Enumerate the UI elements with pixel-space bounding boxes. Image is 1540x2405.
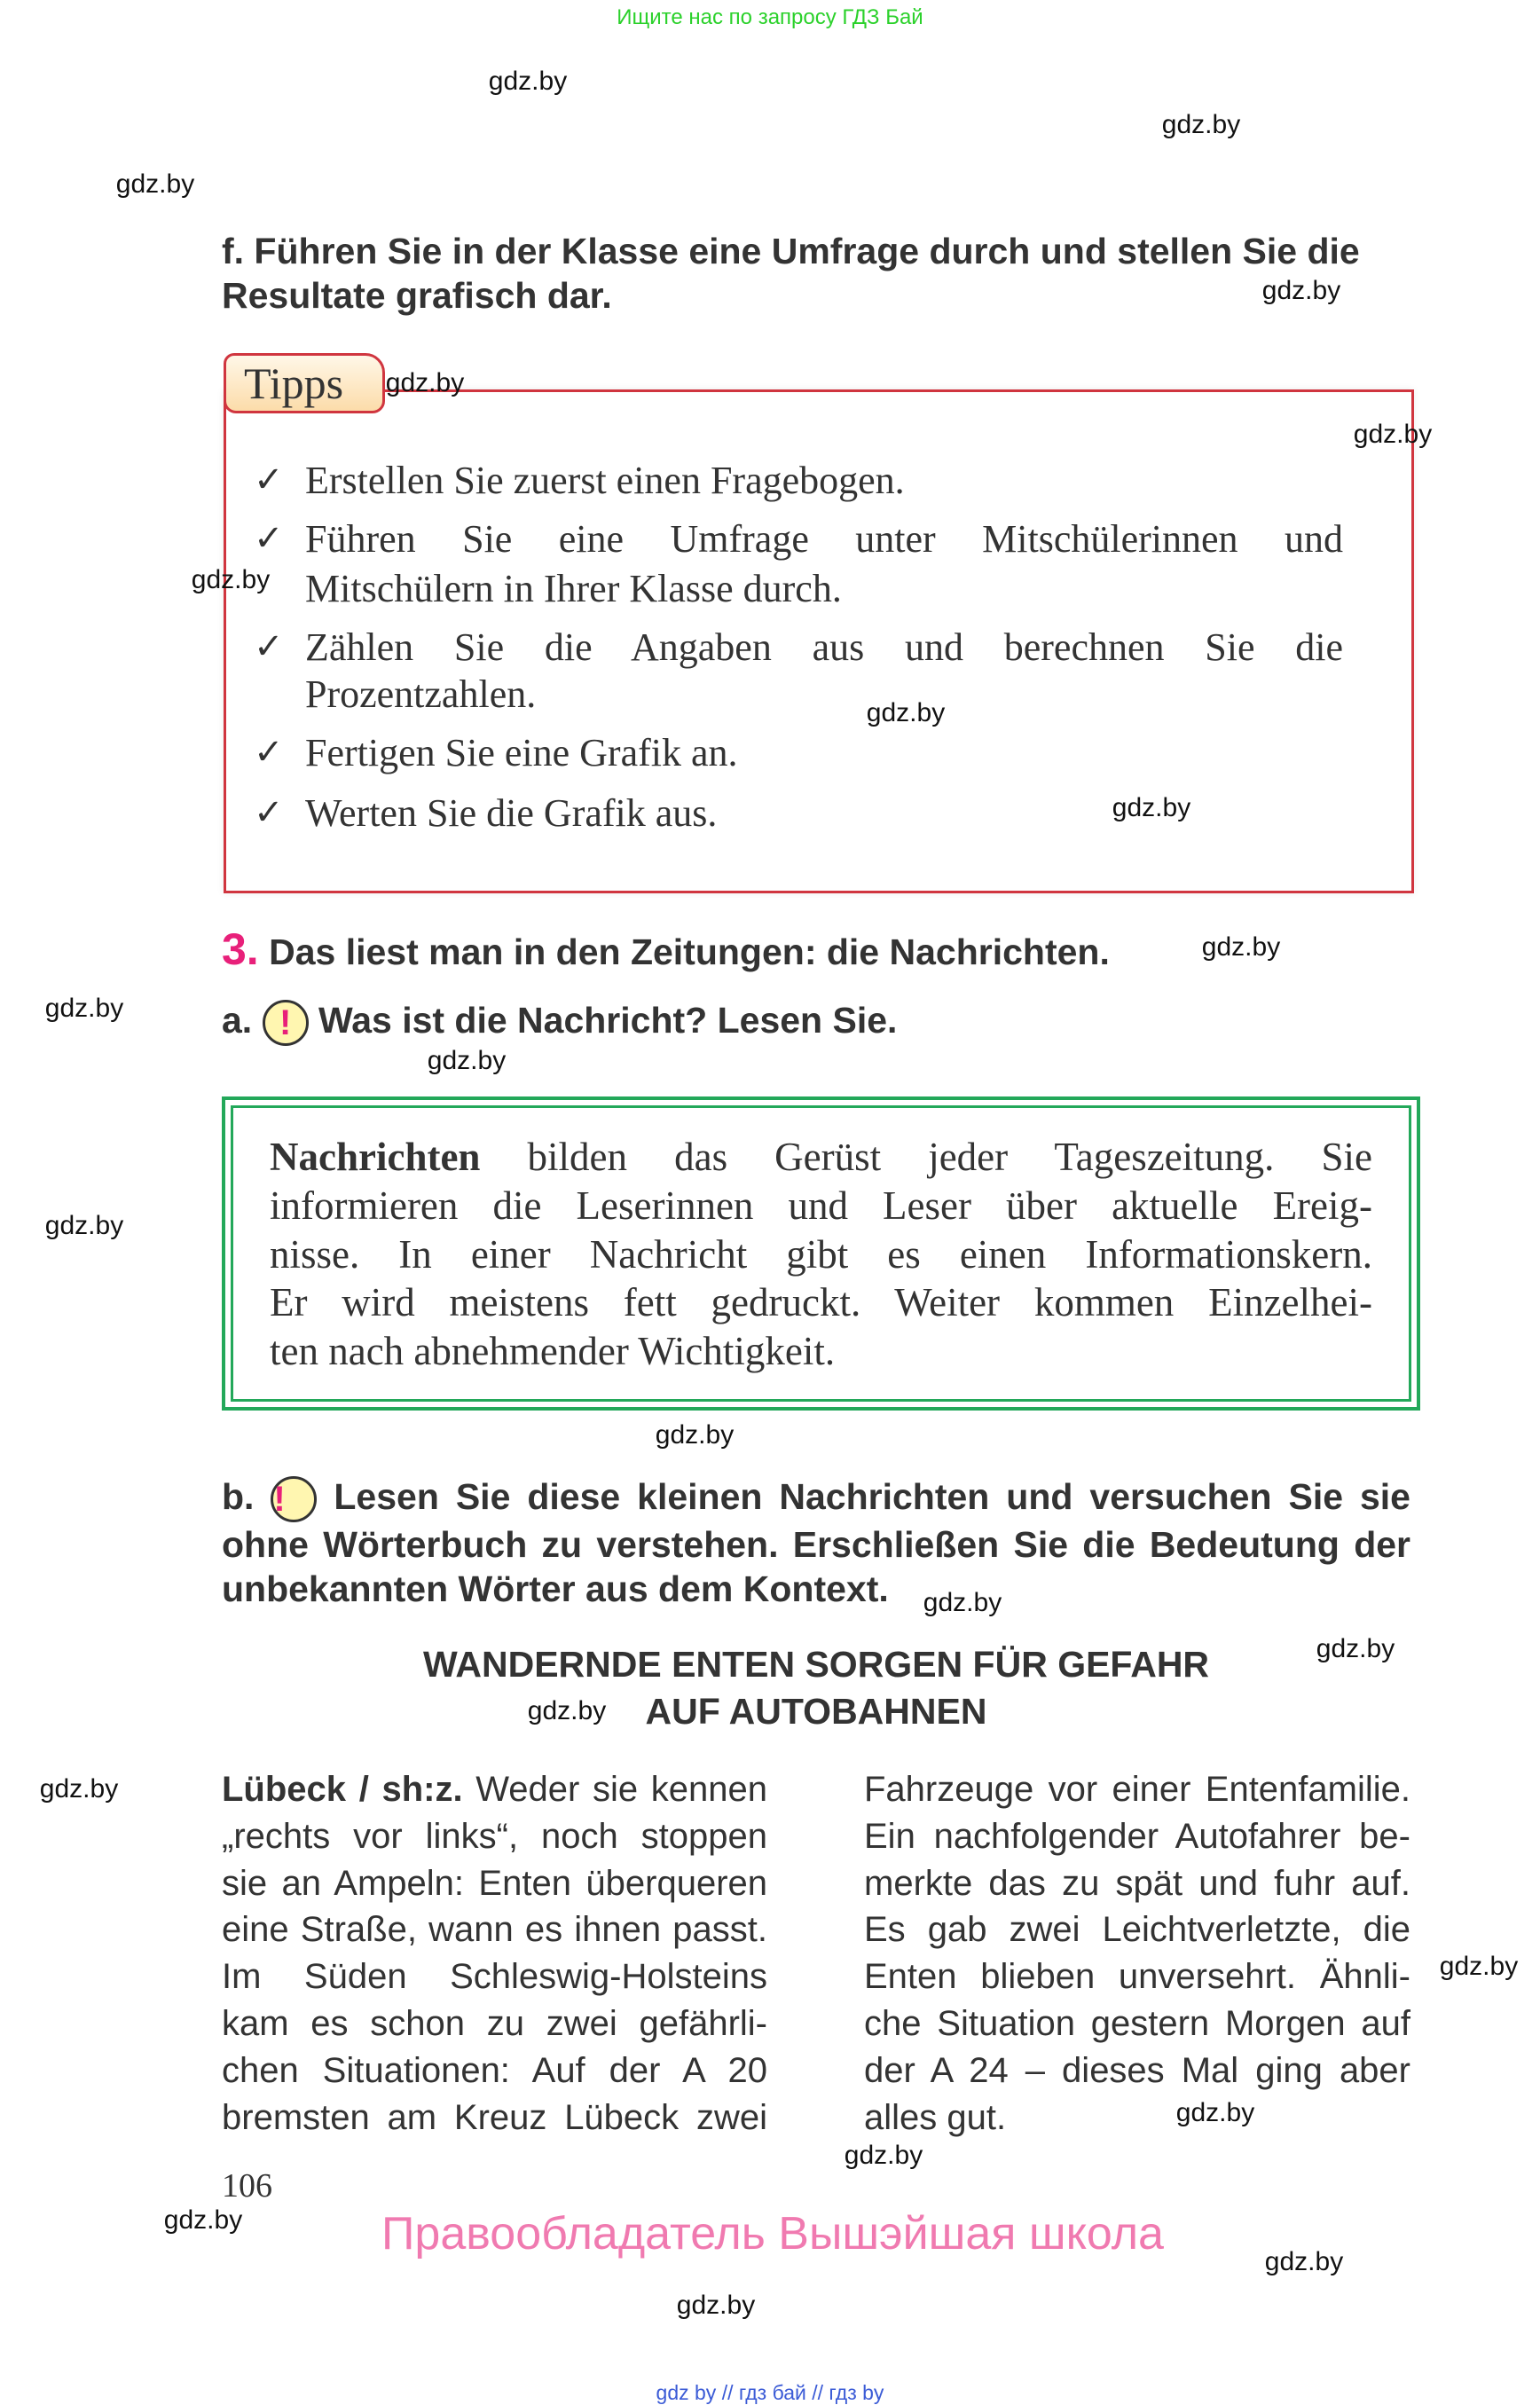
watermark: gdz.by	[488, 67, 568, 96]
task-a-text: Was ist die Nachricht? Lesen Sie.	[318, 1000, 898, 1041]
tip-item: Fertigen Sie eine Grafik an.	[305, 731, 738, 774]
article-text: Weder sie kennen	[462, 1770, 767, 1809]
task-f-line: Resultate grafisch dar.	[222, 275, 612, 316]
rights-notice: Правообладатель Вышэйшая школа	[381, 2208, 1164, 2260]
task-b-line: Lesen Sie diese kleinen Nachrichten und versuchen Sie sie	[334, 1476, 1410, 1517]
info-keyword: Nachrichten	[270, 1135, 481, 1179]
tip-item: Führen Sie eine Umfrage unter Mitschülerinnen und	[305, 517, 1343, 561]
watermark: gdz.by	[115, 169, 195, 199]
page-number: 106	[222, 2167, 272, 2205]
exercise-number: 3.	[222, 924, 259, 974]
article-right-line: Ein nachfolgender Autofahrer be-	[864, 1816, 1410, 1856]
watermark: gdz.by	[163, 2205, 243, 2235]
watermark: gdz.by	[527, 1696, 607, 1725]
tip-item: Mitschülern in Ihrer Klasse durch.	[305, 567, 842, 610]
watermark: gdz.by	[1264, 2247, 1344, 2276]
tip-item: Prozentzahlen.	[305, 672, 537, 716]
watermark: gdz.by	[427, 1046, 507, 1075]
watermark: gdz.by	[1161, 110, 1241, 139]
task-b-line: unbekannten Wörter aus dem Kontext.	[222, 1568, 889, 1610]
watermark: gdz.by	[1261, 276, 1341, 305]
article-headline-2: AUF AUTOBAHNEN	[645, 1691, 987, 1732]
article-right-line: Enten blieben unversehrt. Ähnli-	[864, 1957, 1410, 1997]
watermark: gdz.by	[44, 1211, 124, 1240]
attention-icon: !	[263, 1000, 309, 1046]
info-line	[270, 1231, 1372, 1277]
info-line-text: nisse. In einer Nachricht gibt es einen Informationskern.	[270, 1232, 1372, 1277]
task-a	[222, 998, 897, 1046]
task-b	[222, 1474, 1410, 1611]
tip-item: Erstellen Sie zuerst einen Fragebogen.	[305, 459, 905, 502]
exercise-title: Das liest man in den Zeitungen: die Nachrichten.	[269, 931, 1110, 972]
watermark: gdz.by	[655, 1420, 735, 1450]
article-left-line	[222, 1957, 767, 1997]
article-right-line: Es gab zwei Leichtverletzte, die	[864, 1910, 1410, 1950]
attention-icon: !	[271, 1476, 317, 1522]
article-text: sie an Ampeln: Enten überqueren	[222, 1863, 767, 1903]
watermark: gdz.by	[923, 1588, 1002, 1617]
watermark: gdz.by	[866, 698, 946, 727]
article-text: eine Straße, wann es ihnen passt.	[222, 1910, 767, 1950]
watermark: gdz.by	[676, 2291, 756, 2320]
info-line	[270, 1328, 835, 1374]
task-f-line: f. Führen Sie in der Klasse eine Umfrage durch und stellen Sie die	[222, 231, 1360, 271]
checkmark-icon: ✓	[254, 460, 284, 499]
search-hint-banner[interactable]: Ищите нас по запросу ГДЗ Бай	[617, 5, 923, 29]
watermark: gdz.by	[39, 1774, 119, 1804]
article-text: bremsten am Kreuz Lübeck zwei	[222, 2097, 767, 2137]
watermark: gdz.by	[1316, 1634, 1395, 1663]
checkmark-icon: ✓	[254, 733, 284, 772]
checkmark-icon: ✓	[254, 793, 284, 832]
task-a-label: a.	[222, 1000, 253, 1041]
watermark: gdz.by	[1175, 2098, 1255, 2127]
info-line-text: ten nach abnehmender Wichtigkeit.	[270, 1329, 836, 1373]
watermark: gdz.by	[1112, 793, 1191, 822]
info-line-text: informieren die Leserinnen und Leser über aktuelle Ereig-	[270, 1183, 1372, 1228]
article-right-line: Fahrzeuge vor einer Entenfamilie.	[864, 1770, 1410, 1809]
article-right-line: che Situation gestern Morgen auf	[864, 2004, 1410, 2043]
info-line	[270, 1134, 1372, 1180]
info-line	[270, 1183, 1372, 1229]
tip-item: Werten Sie die Grafik aus.	[305, 791, 718, 835]
article-left-line	[222, 2098, 767, 2138]
checkmark-icon: ✓	[254, 519, 284, 558]
article-left-line	[222, 1770, 767, 1810]
article-right-line: alles gut.	[864, 2097, 1007, 2137]
bottom-links[interactable]: gdz by // гдз бай // гдз by	[656, 2381, 884, 2404]
info-line-text: bilden das Gerüst jeder Tageszeitung. Sie	[480, 1135, 1372, 1179]
tip-item: Zählen Sie die Angaben aus und berechnen Sie die	[305, 625, 1343, 669]
info-line	[270, 1279, 1372, 1325]
article-left-line	[222, 1910, 767, 1950]
watermark: gdz.by	[1353, 420, 1433, 449]
article-left-line	[222, 1864, 767, 1904]
checkmark-icon: ✓	[254, 627, 284, 666]
task-b-label: b.	[222, 1476, 255, 1517]
article-left-line	[222, 1817, 767, 1857]
watermark: gdz.by	[844, 2141, 923, 2170]
article-headline-1: WANDERNDE ENTEN SORGEN FÜR GEFAHR	[422, 1644, 1210, 1685]
article-right-line: merkte das zu spät und fuhr auf.	[864, 1863, 1410, 1903]
task-f	[222, 229, 1360, 318]
tips-tab	[224, 353, 385, 413]
watermark: gdz.by	[44, 994, 124, 1023]
watermark: gdz.by	[191, 565, 271, 594]
article-dateline: Lübeck / sh:z.	[222, 1770, 463, 1809]
article-text: Im Süden Schleswig-Holsteins	[222, 1957, 767, 1997]
exercise-3-heading	[222, 924, 1110, 974]
article-right-line: der A 24 – dieses Mal ging aber	[864, 2050, 1410, 2090]
article-text: kam es schon zu zwei gefährli-	[222, 2004, 767, 2043]
watermark: gdz.by	[1201, 932, 1281, 962]
tips-title: Tipps	[244, 358, 344, 408]
article-left-line	[222, 2004, 767, 2044]
article-text: chen Situationen: Auf der A 20	[222, 2050, 767, 2090]
article-left-line	[222, 2051, 767, 2091]
info-line-text: Er wird meistens fett gedruckt. Weiter kommen Einzelhei-	[270, 1280, 1372, 1324]
article-text: „rechts vor links“, noch stoppen	[222, 1816, 767, 1856]
watermark: gdz.by	[1439, 1952, 1519, 1981]
watermark: gdz.by	[385, 368, 465, 397]
task-b-line: ohne Wörterbuch zu verstehen. Erschließen Sie die Bedeutung der	[222, 1524, 1410, 1566]
